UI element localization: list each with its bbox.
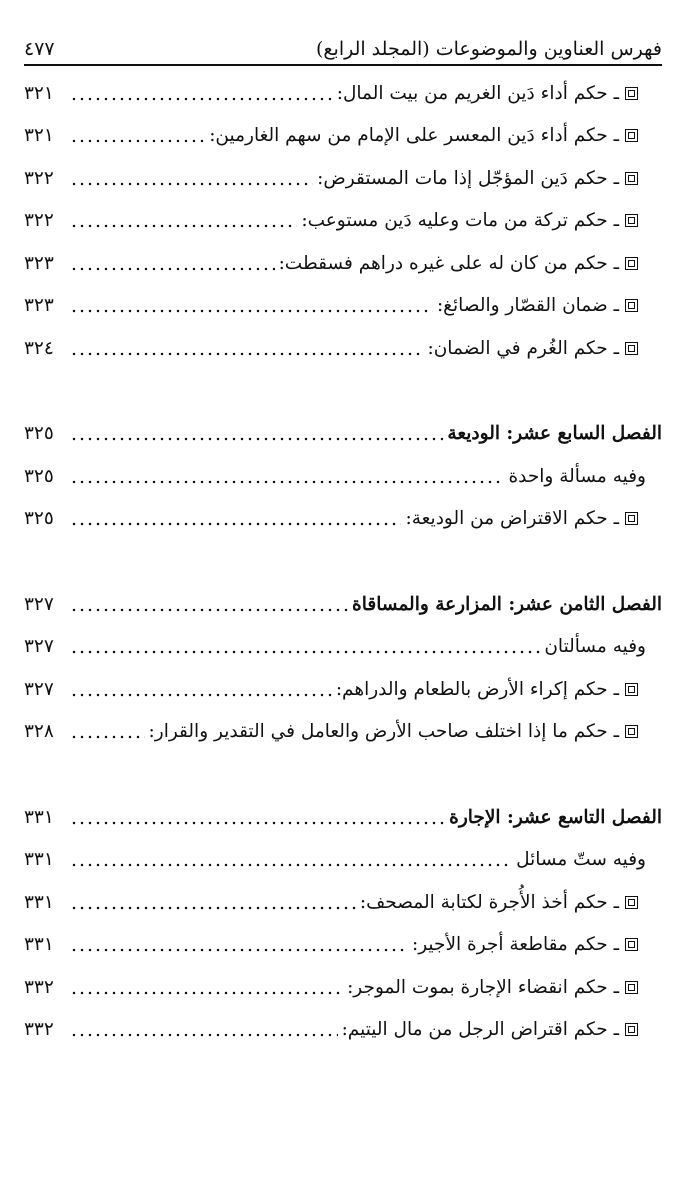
dot-leader (70, 682, 332, 697)
square-bullet-icon (625, 896, 638, 909)
toc-entry-title: ـ حكم أخذ الأُجرة لكتابة المصحف: (359, 891, 619, 913)
intro-page: ٣٢٥ (24, 465, 54, 487)
toc-chapter (24, 413, 662, 456)
chapter-page: ٣٢٥ (24, 423, 54, 445)
dot-leader (70, 937, 408, 952)
chapter-title: الفصل الثامن عشر: المزارعة والمساقاة (352, 593, 662, 615)
dot-leader (70, 810, 445, 825)
toc-entry-page: ٣٣٢ (24, 1019, 54, 1041)
chapter-page: ٣٣١ (24, 806, 54, 828)
toc-entry (24, 200, 662, 243)
toc-entry (24, 498, 662, 541)
dot-leader (70, 469, 504, 484)
square-bullet-icon (625, 172, 638, 185)
dot-leader (70, 852, 512, 867)
dot-leader (70, 1022, 338, 1037)
toc-intro (24, 626, 662, 669)
toc-entry-title: ـ حكم إكراء الأرض بالطعام والدراهم: (335, 678, 619, 700)
section-gap (24, 540, 662, 583)
toc-entry-title: ـ حكم انقضاء الإجارة بموت الموجر: (347, 976, 619, 998)
square-bullet-icon (625, 87, 638, 100)
toc-entry-page: ٣٢٥ (24, 508, 54, 530)
toc-entry (24, 668, 662, 711)
running-header (24, 26, 662, 66)
dot-leader (70, 213, 297, 228)
intro-page: ٣٣١ (24, 849, 54, 871)
toc-entry (24, 285, 662, 328)
square-bullet-icon (625, 1023, 638, 1036)
dot-leader (70, 171, 313, 186)
toc-entry-page: ٣٢٣ (24, 252, 54, 274)
document-page (24, 0, 662, 1180)
square-bullet-icon (625, 938, 638, 951)
intro-text: وفيه مسألتان (544, 636, 646, 658)
toc-entry (24, 327, 662, 370)
toc-entry-title: ـ حكم تركة من مات وعليه دَين مستوعب: (301, 210, 619, 232)
dot-leader (70, 639, 540, 654)
toc-entry (24, 711, 662, 754)
toc-entry (24, 72, 662, 115)
toc-entry-title: ـ حكم ما إذا اختلف صاحب الأرض والعامل في التقدير والقرار: (148, 721, 619, 743)
toc-entry-page: ٣٢٢ (24, 210, 54, 232)
chapter-title: الفصل السابع عشر: الوديعة (447, 423, 662, 445)
toc-entry-page: ٣٣١ (24, 934, 54, 956)
toc-entry-page: ٣٣١ (24, 891, 54, 913)
toc-chapter (24, 583, 662, 626)
header-page-number: ٤٧٧ (24, 38, 55, 60)
intro-text: وفيه مسألة واحدة (508, 465, 646, 487)
toc-entry-page: ٣٢٤ (24, 337, 54, 359)
toc-intro (24, 839, 662, 882)
chapter-title: الفصل التاسع عشر: الإجارة (449, 806, 662, 828)
dot-leader (70, 511, 401, 526)
intro-page: ٣٢٧ (24, 636, 54, 658)
toc-entry (24, 924, 662, 967)
square-bullet-icon (625, 257, 638, 270)
dot-leader (70, 980, 343, 995)
header-title: فهرس العناوين والموضوعات (المجلد الرابع) (316, 38, 662, 60)
toc-entry-page: ٣٢٢ (24, 167, 54, 189)
square-bullet-icon (625, 512, 638, 525)
square-bullet-icon (625, 981, 638, 994)
toc-entry (24, 966, 662, 1009)
dot-leader (70, 256, 275, 271)
toc-intro (24, 455, 662, 498)
toc-entry-page: ٣٣٢ (24, 976, 54, 998)
toc-entry (24, 1009, 662, 1052)
toc-chapter (24, 796, 662, 839)
dot-leader (70, 341, 423, 356)
toc-entry-title: ـ حكم اقتراض الرجل من مال اليتيم: (341, 1019, 619, 1041)
toc-entry-page: ٣٢١ (24, 82, 54, 104)
square-bullet-icon (625, 683, 638, 696)
toc-entry-title: ـ حكم أداء دَين الغريم من بيت المال: (336, 82, 619, 104)
intro-text: وفيه ستّ مسائل (516, 849, 646, 871)
table-of-contents (24, 72, 662, 1051)
toc-entry-title: ـ حكم مقاطعة أجرة الأجير: (411, 934, 619, 956)
square-bullet-icon (625, 342, 638, 355)
toc-entry-page: ٣٢٧ (24, 678, 54, 700)
toc-entry (24, 242, 662, 285)
toc-entry-title: ـ ضمان القصّار والصائغ: (436, 295, 619, 317)
toc-entry-page: ٣٢٨ (24, 721, 54, 743)
toc-entry (24, 115, 662, 158)
toc-entry-title: ـ حكم أداء دَين المعسر على الإمام من سهم الغارمين: (209, 125, 619, 147)
toc-entry-title: ـ حكم الاقتراض من الوديعة: (405, 508, 619, 530)
toc-entry-title: ـ حكم دَين المؤجّل إذا مات المستقرض: (317, 167, 619, 189)
dot-leader (70, 597, 348, 612)
section-gap (24, 370, 662, 413)
toc-entry-title: ـ حكم من كان له على غيره دراهم فسقطت: (278, 252, 619, 274)
square-bullet-icon (625, 129, 638, 142)
dot-leader (70, 895, 356, 910)
square-bullet-icon (625, 214, 638, 227)
dot-leader (70, 724, 145, 739)
square-bullet-icon (625, 299, 638, 312)
section-gap (24, 753, 662, 796)
square-bullet-icon (625, 725, 638, 738)
dot-leader (70, 128, 205, 143)
dot-leader (70, 86, 333, 101)
toc-entry (24, 881, 662, 924)
toc-entry-page: ٣٢١ (24, 125, 54, 147)
dot-leader (70, 298, 433, 313)
chapter-page: ٣٢٧ (24, 593, 54, 615)
toc-entry (24, 157, 662, 200)
toc-entry-page: ٣٢٣ (24, 295, 54, 317)
dot-leader (70, 426, 443, 441)
toc-entry-title: ـ حكم الغُرم في الضمان: (427, 337, 619, 359)
